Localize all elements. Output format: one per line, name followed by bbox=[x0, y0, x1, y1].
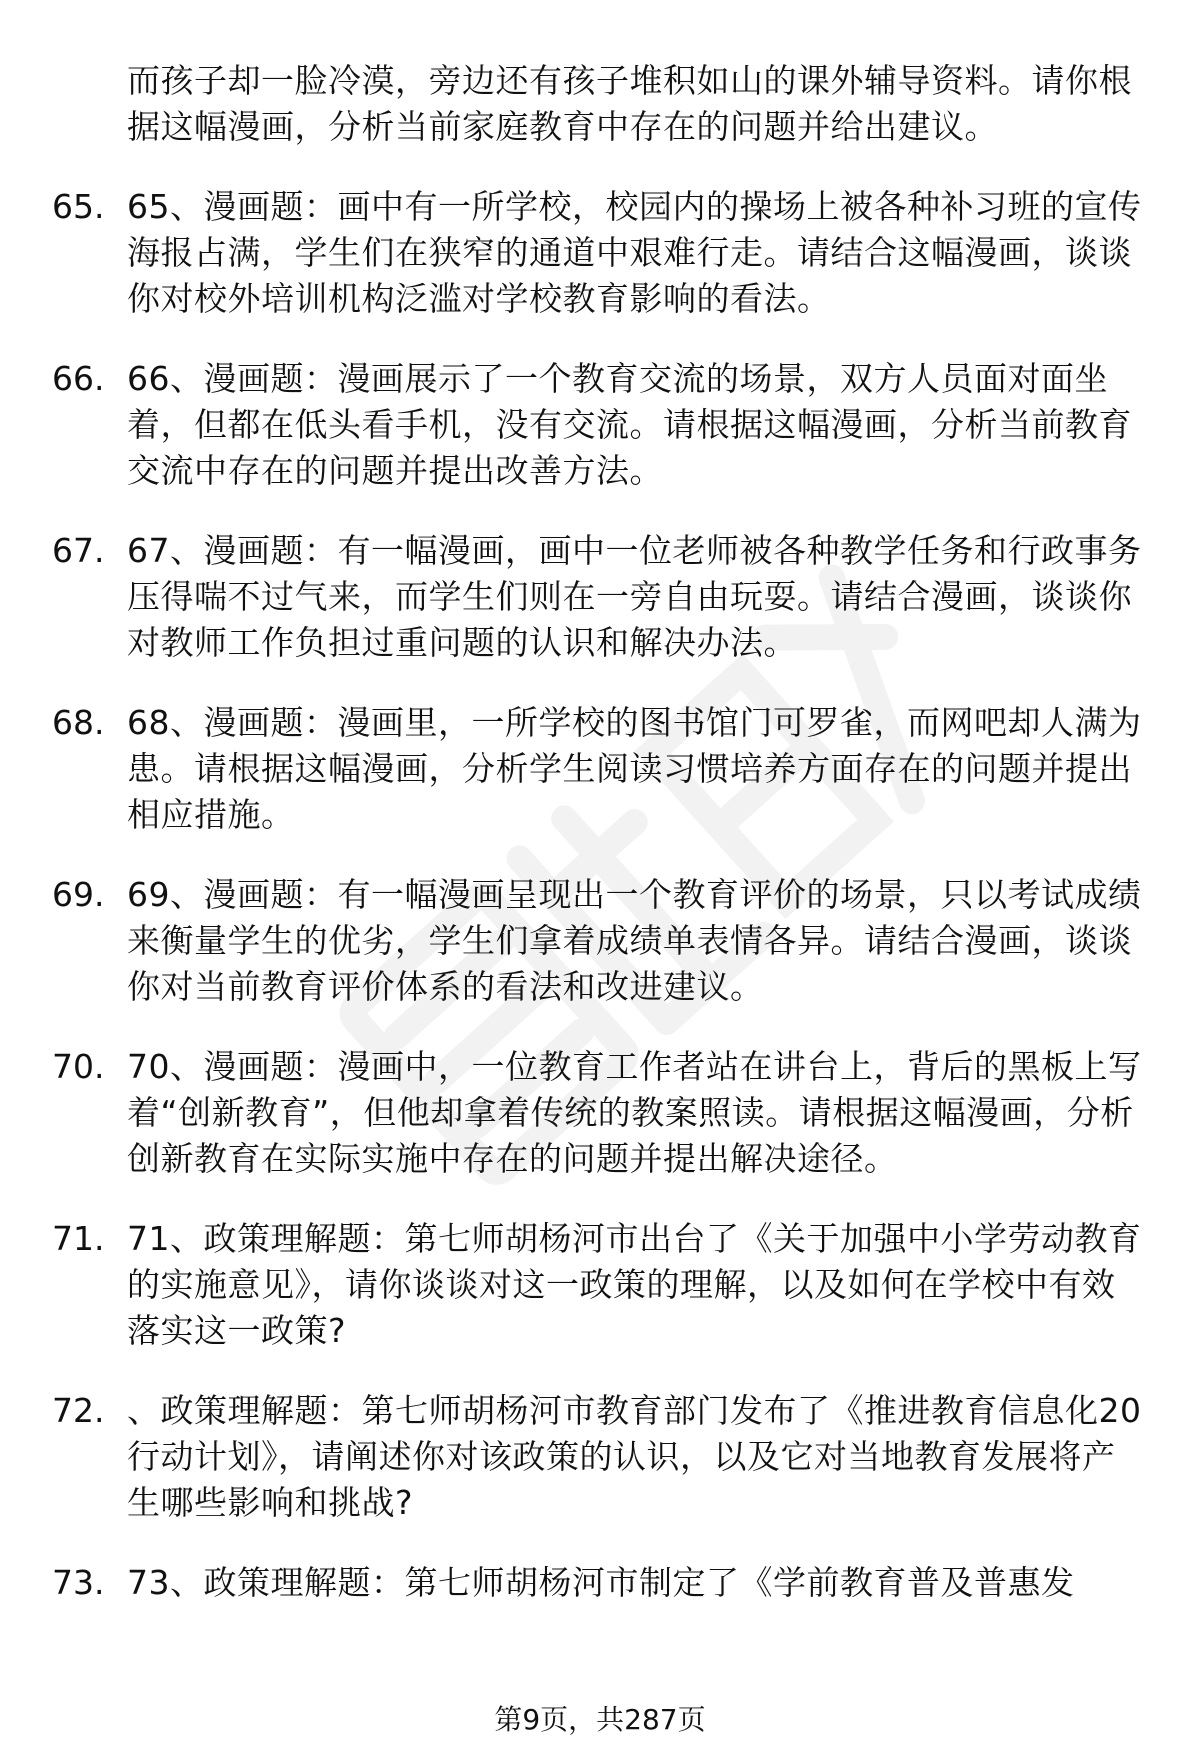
list-item bbox=[0, 872, 1200, 1010]
list-item bbox=[0, 700, 1200, 838]
item-text: 65、漫画题：画中有一所学校，校园内的操场上被各种补习班的宣传海报占满，学生们在狭窄的通道中艰难行走。请结合这幅漫画，谈谈你对校外培训机构泛滥对学校教育影响的看法。 bbox=[127, 187, 1142, 318]
item-text: 、政策理解题：第七师胡杨河市教育部门发布了《推进教育信息化20行动计划》，请阐述你对该政策的认识，以及它对当地教育发展将产生哪些影响和挑战? bbox=[127, 1391, 1142, 1522]
item-text: 69、漫画题：有一幅漫画呈现出一个教育评价的场景，只以考试成绩来衡量学生的优劣，学生们拿着成绩单表情各异。请结合漫画，谈谈你对当前教育评价体系的看法和改进建议。 bbox=[127, 875, 1142, 1006]
item-text: 70、漫画题：漫画中，一位教育工作者站在讲台上，背后的黑板上写着“创新教育”，但他却拿着传统的教案照读。请根据这幅漫画，分析创新教育在实际实施中存在的问题并提出解决途径。 bbox=[127, 1047, 1142, 1178]
item-number: 65. bbox=[52, 187, 105, 226]
list-item bbox=[0, 1560, 1200, 1606]
list-item bbox=[0, 528, 1200, 666]
item-number: 71. bbox=[52, 1219, 105, 1258]
question-list bbox=[0, 58, 1200, 1606]
list-item bbox=[0, 184, 1200, 322]
item-text: 71、政策理解题：第七师胡杨河市出台了《关于加强中小学劳动教育的实施意见》，请你谈谈对这一政策的理解，以及如何在学校中有效落实这一政策? bbox=[127, 1219, 1142, 1350]
item-text: 68、漫画题：漫画里，一所学校的图书馆门可罗雀，而网吧却人满为患。请根据这幅漫画，分析学生阅读习惯培养方面存在的问题并提出相应措施。 bbox=[127, 703, 1142, 834]
item-text: 66、漫画题：漫画展示了一个教育交流的场景，双方人员面对面坐着，但都在低头看手机，没有交流。请根据这幅漫画，分析当前教育交流中存在的问题并提出改善方法。 bbox=[127, 359, 1132, 490]
list-item bbox=[0, 1216, 1200, 1354]
list-item bbox=[0, 1044, 1200, 1182]
item-text: 73、政策理解题：第七师胡杨河市制定了《学前教育普及普惠发 bbox=[127, 1563, 1075, 1602]
list-item bbox=[0, 1388, 1200, 1526]
item-number: 72. bbox=[52, 1391, 105, 1430]
item-number: 67. bbox=[52, 531, 105, 570]
item-number: 70. bbox=[52, 1047, 105, 1086]
item-number: 66. bbox=[52, 359, 105, 398]
item-number: 73. bbox=[52, 1563, 105, 1602]
item-number: 69. bbox=[52, 875, 105, 914]
item-number: 68. bbox=[52, 703, 105, 742]
intro-paragraph: 而孩子却一脸冷漠，旁边还有孩子堆积如山的课外辅导资料。请你根据这幅漫画，分析当前家庭教育中存在的问题并给出建议。 bbox=[127, 61, 1132, 146]
list-item bbox=[0, 356, 1200, 494]
page-footer: 第9页，共287页 bbox=[494, 1703, 706, 1736]
item-text: 67、漫画题：有一幅漫画，画中一位老师被各种教学任务和行政事务压得喘不过气来，而学生们则在一旁自由玩耍。请结合漫画，谈谈你对教师工作负担过重问题的认识和解决办法。 bbox=[127, 531, 1142, 662]
